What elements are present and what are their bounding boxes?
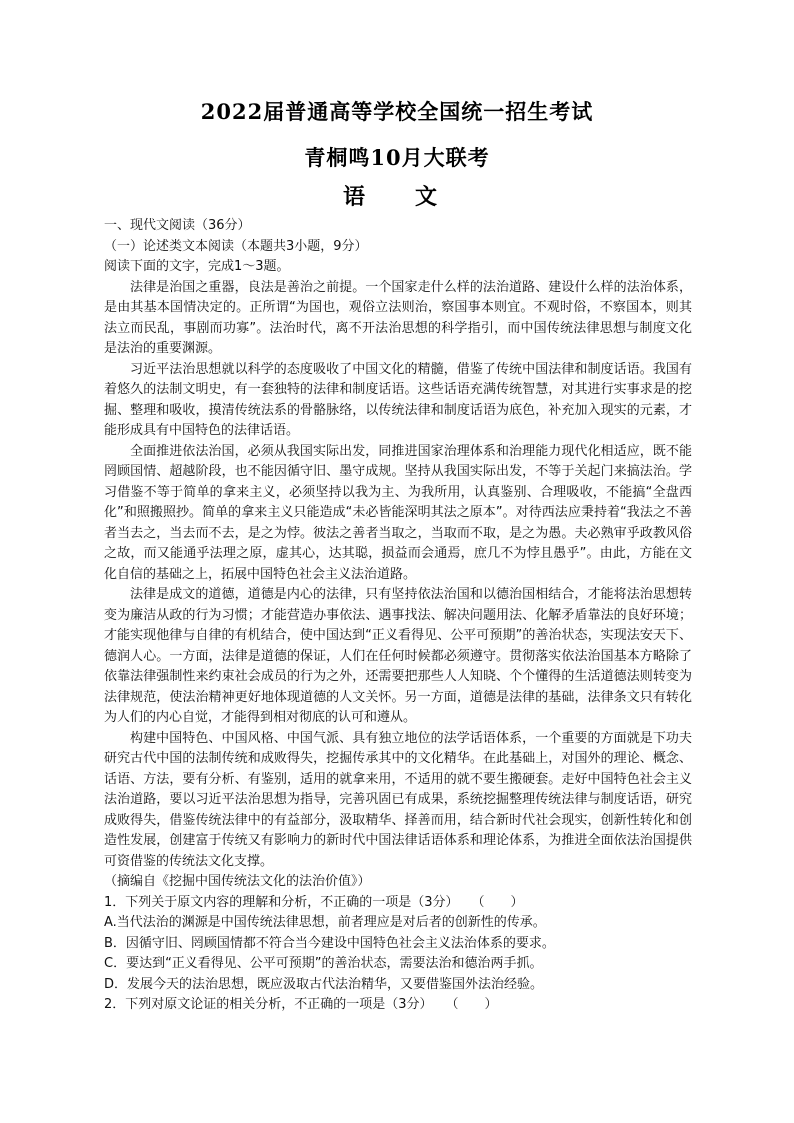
question-1-stem: 1．下列关于原文内容的理解和分析，不正确的一项是（3分） （ ）	[104, 894, 524, 910]
question-2-stem: 2．下列对原文论证的相关分析，不正确的一项是（3分） （ ）	[104, 997, 498, 1012]
passage-source: （摘编自《挖掘中国传统法文化的法治价值》）	[104, 874, 371, 889]
exam-content	[104, 216, 692, 1016]
question-1-option-c: C．要达到“正义看得见、公平可预期”的善治状态，需要法治和德治两手抓。	[104, 956, 543, 971]
passage-paragraph-3: 全面推进依法治国，必须从我国实际出发，同推进国家治理体系和治理能力现代化相适应，既不能罔顾国情、超越阶段，也不能因循守旧、墨守成规。坚持从我国实际出发，不等于关起门来搞法治。学习借鉴不等于简单的拿来主义，必须坚持以我为主、为我所用，认真鉴别、合理吸收，不能搞“全盘西化”和照搬照抄。简单的拿来主义只能造成“未必皆能深明其法之原本”。对待西法应秉持着“我法之不善者当去之，当去而不去，是之为悖。彼法之善者当取之，当取而不取，是之为愚。夫必熟审乎政教风俗之故，而又能通乎法理之原，虚其心，达其聪，损益而会通焉，庶几不为悖且愚乎”。由此，方能在文化自信的基础之上，拓展中国特色社会主义法治道路。	[104, 443, 692, 582]
exam-title: 2022届普通高等学校全国统一招生考试	[200, 99, 594, 124]
reading-instruction: 阅读下面的文字，完成1～3题。	[104, 259, 290, 274]
exam-subtitle: 青桐鸣10月大联考	[304, 145, 490, 170]
question-1-option-a: A.当代法治的渊源是中国传统法律思想，前者理应是对后者的创新性的传承。	[104, 915, 546, 930]
question-1-option-b: B．因循守旧、罔顾国情都不符合当今建设中国特色社会主义法治体系的要求。	[104, 935, 555, 951]
question-1-option-d: D．发展今天的法治思想，既应汲取古代法治精华，又要借鉴国外法治经验。	[104, 976, 544, 992]
passage-paragraph-2: 习近平法治思想就以科学的态度吸收了中国文化的精髓，借鉴了传统中国法律和制度话语。我国有着悠久的法制文明史，有一套独特的法律和制度话语。这些话语充满传统智慧，对其进行实事求是的挖掘、整理和吸收，摸清传统法系的骨骼脉络，以传统法律和制度话语为底色，补充加入现实的元素，才能形成具有中国特色的法律话语。	[104, 361, 692, 438]
subject-title: 语 文	[342, 184, 451, 210]
section-subheading: （一）论述类文本阅读（本题共3小题，9分）	[104, 238, 368, 254]
passage-paragraph-5: 构建中国特色、中国风格、中国气派、具有独立地位的法学话语体系，一个重要的方面就是下功夫研究古代中国的法制传统和成败得失，挖掘传承其中的文化精华。在此基础上，对国外的理论、概念、话语、方法，要有分析、有鉴别，适用的就拿来用，不适用的就不要生搬硬套。走好中国特色社会主义法治道路，要以习近平法治思想为指导，完善巩固已有成果，系统挖掘整理传统法律与制度话语，研究成败得失，借鉴传统法律中的有益部分，汲取精华、择善而用，结合新时代社会现实，创新性转化和创造性发展，创建富于传统又有影响力的新时代中国法律话语体系和理论体系，为推进全面依法治国提供可资借鉴的传统法文化支撑。	[104, 730, 692, 869]
passage-paragraph-4: 法律是成文的道德，道德是内心的法律，只有坚持依法治国和以德治国相结合，才能将法治思想转变为廉洁从政的行为习惯；才能营造办事依法、遇事找法、解决问题用法、化解矛盾靠法的良好环境；才能实现他律与自律的有机结合，使中国达到“正义看得见、公平可预期”的善治状态，实现法安天下、德润人心。一方面，法律是道德的保证，人们在任何时候都必须遵守。贯彻落实依法治国基本方略除了依靠法律强制性来约束社会成员的行为之外，还需要把那些人人知晓、个个懂得的生活道德法则转变为法律规范，使法治精神更好地体现道德的人文关怀。另一方面，道德是法律的基础，法律条文只有转化为人们的内心自觉，才能得到相对彻底的认可和遵从。	[104, 587, 692, 725]
section-heading: 一、现代文阅读（36分）	[104, 218, 251, 233]
passage-paragraph-1: 法律是治国之重器，良法是善治之前提。一个国家走什么样的法治道路、建设什么样的法治体系，是由其基本国情决定的。正所谓“为国也，观俗立法则治，察国事本则宜。不观时俗，不察国本，则其法立而民乱，事剧而功寡”。法治时代，离不开法治思想的科学指引，而中国传统法律思想与制度文化是法治的重要渊源。	[104, 279, 692, 356]
